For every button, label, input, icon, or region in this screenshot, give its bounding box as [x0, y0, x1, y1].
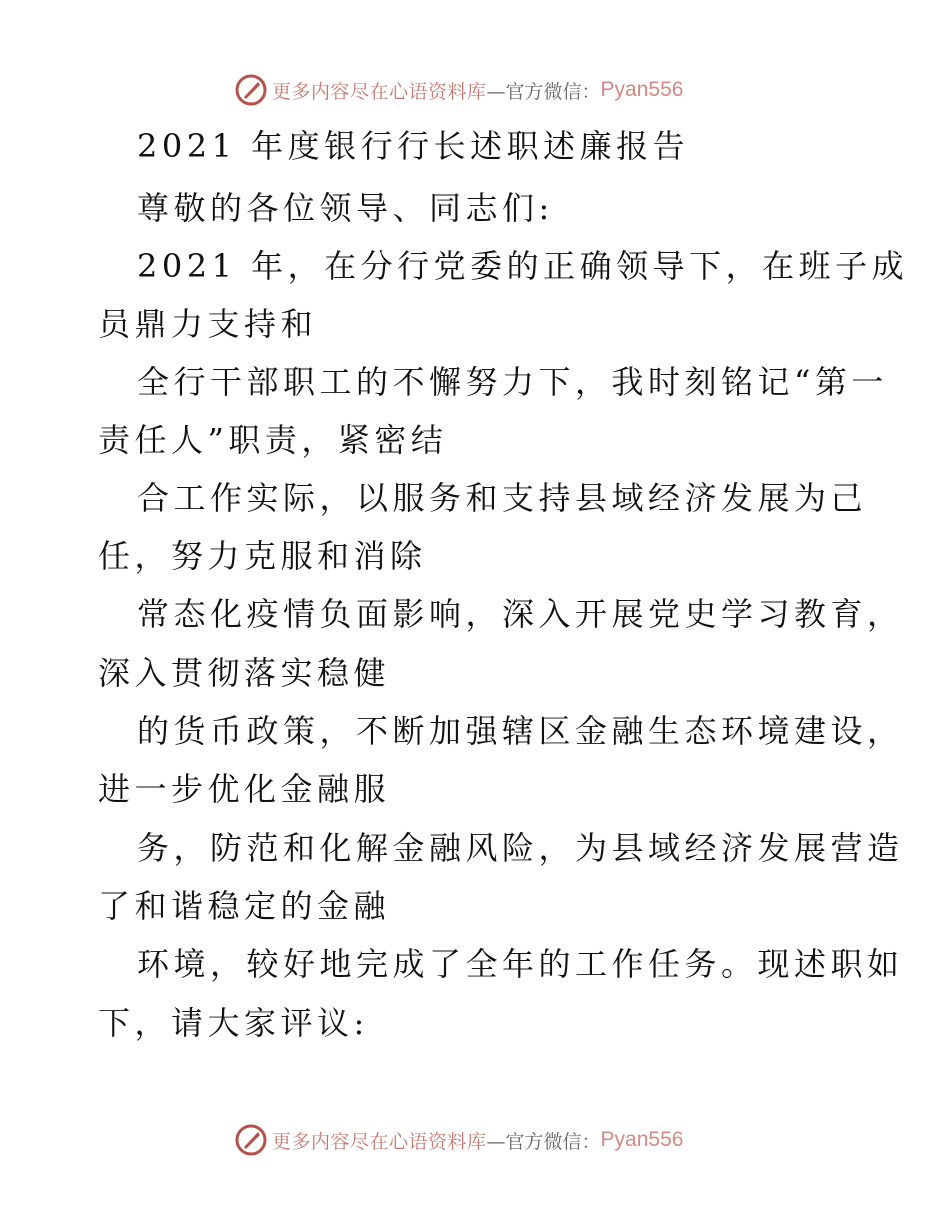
text-line: 责任人”职责，紧密结 [98, 421, 448, 459]
banner-text: 更多内容尽在心语资料库 [272, 80, 487, 103]
text-line: 的货币政策，不断加强辖区金融生态环境建设， [137, 712, 904, 750]
text-line: 进一步优化金融服 [98, 770, 391, 808]
banner-text: 更多内容尽在心语资料库 [272, 1130, 487, 1153]
text-line: 环境，较好地完成了全年的工作任务。现述职如 [137, 945, 904, 983]
header-banner [234, 70, 683, 110]
salutation: 尊敬的各位领导、同志们: [137, 189, 554, 227]
footer-banner [234, 1120, 683, 1160]
pen-logo-icon [234, 73, 268, 107]
text-line: 员鼎力支持和 [98, 305, 318, 343]
text-line: 合工作实际，以服务和支持县域经济发展为己 [137, 479, 868, 517]
text-line: 任，努力克服和消除 [98, 537, 427, 575]
text-line: 务，防范和化解金融风险，为县域经济发展营造 [137, 829, 904, 867]
document-title: 2021 年度银行行长述职述廉报告 [137, 127, 690, 165]
text-line: 了和谐稳定的金融 [98, 887, 391, 925]
text-line: 深入贯彻落实稳健 [98, 654, 391, 692]
text-line: 常态化疫情负面影响，深入开展党史学习教育， [137, 595, 904, 633]
text-line: 2021 年，在分行党委的正确领导下，在班子成 [137, 247, 909, 285]
banner-wechat-id: Pyan556 [600, 78, 684, 101]
banner-wechat-id: Pyan556 [600, 1128, 684, 1151]
text-line: 全行干部职工的不懈努力下，我时刻铭记“第一 [137, 363, 888, 401]
banner-separator: —官方微信： [486, 80, 601, 103]
banner-separator: —官方微信： [486, 1130, 601, 1153]
text-line: 下，请大家评议: [98, 1004, 369, 1042]
pen-logo-icon [234, 1123, 268, 1157]
